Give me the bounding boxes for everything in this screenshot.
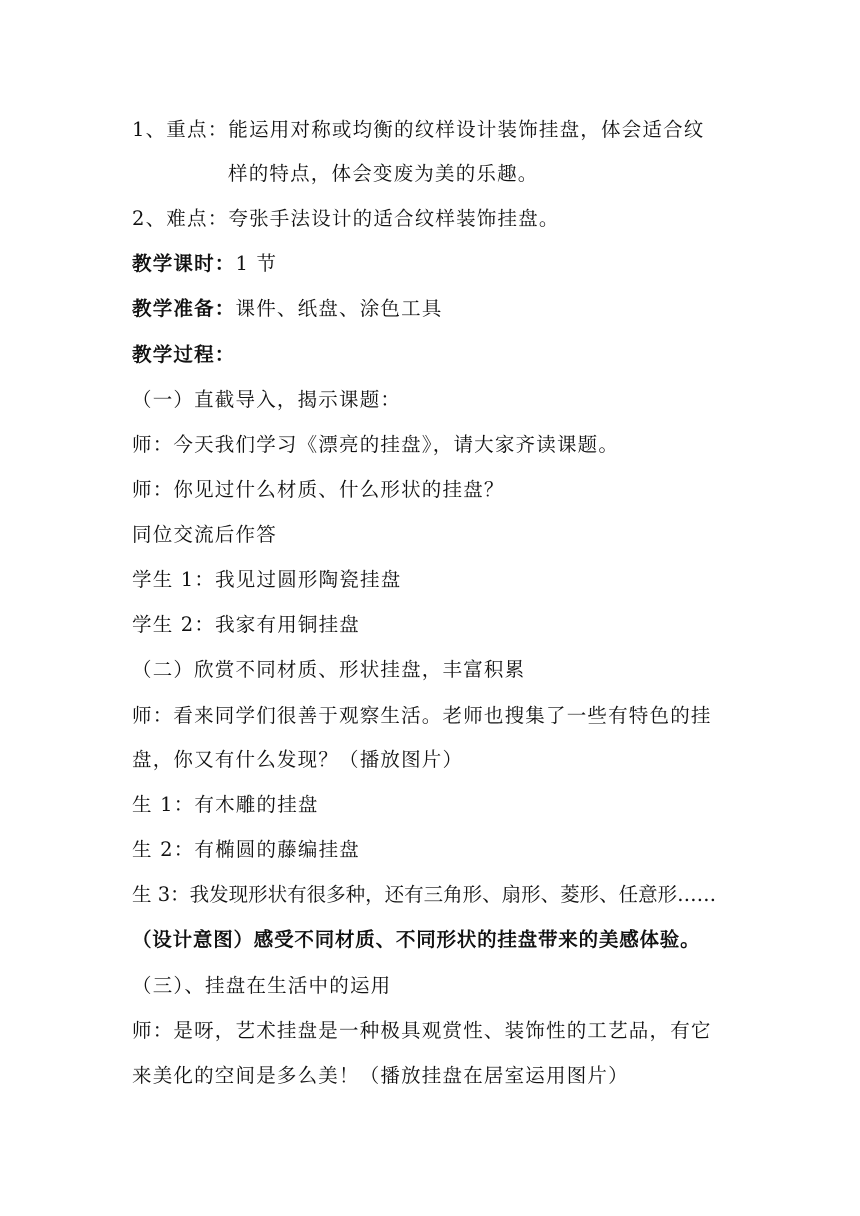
teacher-line-4b: 来美化的空间是多么美！（播放挂盘在居室运用图片） xyxy=(132,1064,629,1087)
section-2-heading: （二）欣赏不同材质、形状挂盘，丰富积累 xyxy=(132,658,526,681)
design-intent: （设计意图）感受不同材质、不同形状的挂盘带来的美感体验。 xyxy=(132,928,701,951)
response-2: 生 2：有椭圆的藤编挂盘 xyxy=(132,838,361,861)
student-2-answer: 学生 2：我家有用铜挂盘 xyxy=(132,613,361,636)
lesson-hours-value: 1 节 xyxy=(235,252,278,275)
teacher-line-3b: 盘，你又有什么发现？（播放图片） xyxy=(132,748,464,771)
teacher-line-3a: 师：看来同学们很善于观察生活。老师也搜集了一些有特色的挂 xyxy=(132,704,712,727)
lesson-hours-label: 教学课时： xyxy=(132,252,236,275)
pair-discussion: 同位交流后作答 xyxy=(132,523,277,546)
prep-row xyxy=(132,295,443,323)
response-3: 生 3：我发现形状有很多种，还有三角形、扇形、菱形、任意形…… xyxy=(132,883,717,906)
process-heading: 教学过程： xyxy=(132,343,236,366)
prep-value: 课件、纸盘、涂色工具 xyxy=(235,297,443,320)
prep-label: 教学准备： xyxy=(132,297,236,320)
teacher-line-1: 师：今天我们学习《漂亮的挂盘》，请大家齐读课题。 xyxy=(132,433,620,456)
lesson-hours-row xyxy=(132,250,277,278)
teacher-line-2: 师：你见过什么材质、什么形状的挂盘？ xyxy=(132,478,505,501)
section-1-heading: （一）直截导入，揭示课题： xyxy=(132,388,402,411)
response-1: 生 1：有木雕的挂盘 xyxy=(132,793,319,816)
section-3-heading: （三）、挂盘在生活中的运用 xyxy=(132,974,392,997)
key-point-1-line-1: 1、重点：能运用对称或均衡的纹样设计装饰挂盘，体会适合纹 xyxy=(132,118,705,141)
key-point-2: 2、难点：夸张手法设计的适合纹样装饰挂盘。 xyxy=(132,207,560,230)
key-point-1-line-2: 样的特点，体会变废为美的乐趣。 xyxy=(228,162,539,185)
student-1-answer: 学生 1：我见过圆形陶瓷挂盘 xyxy=(132,568,402,591)
teacher-line-4a: 师：是呀，艺术挂盘是一种极具观赏性、装饰性的工艺品，有它 xyxy=(132,1019,712,1042)
